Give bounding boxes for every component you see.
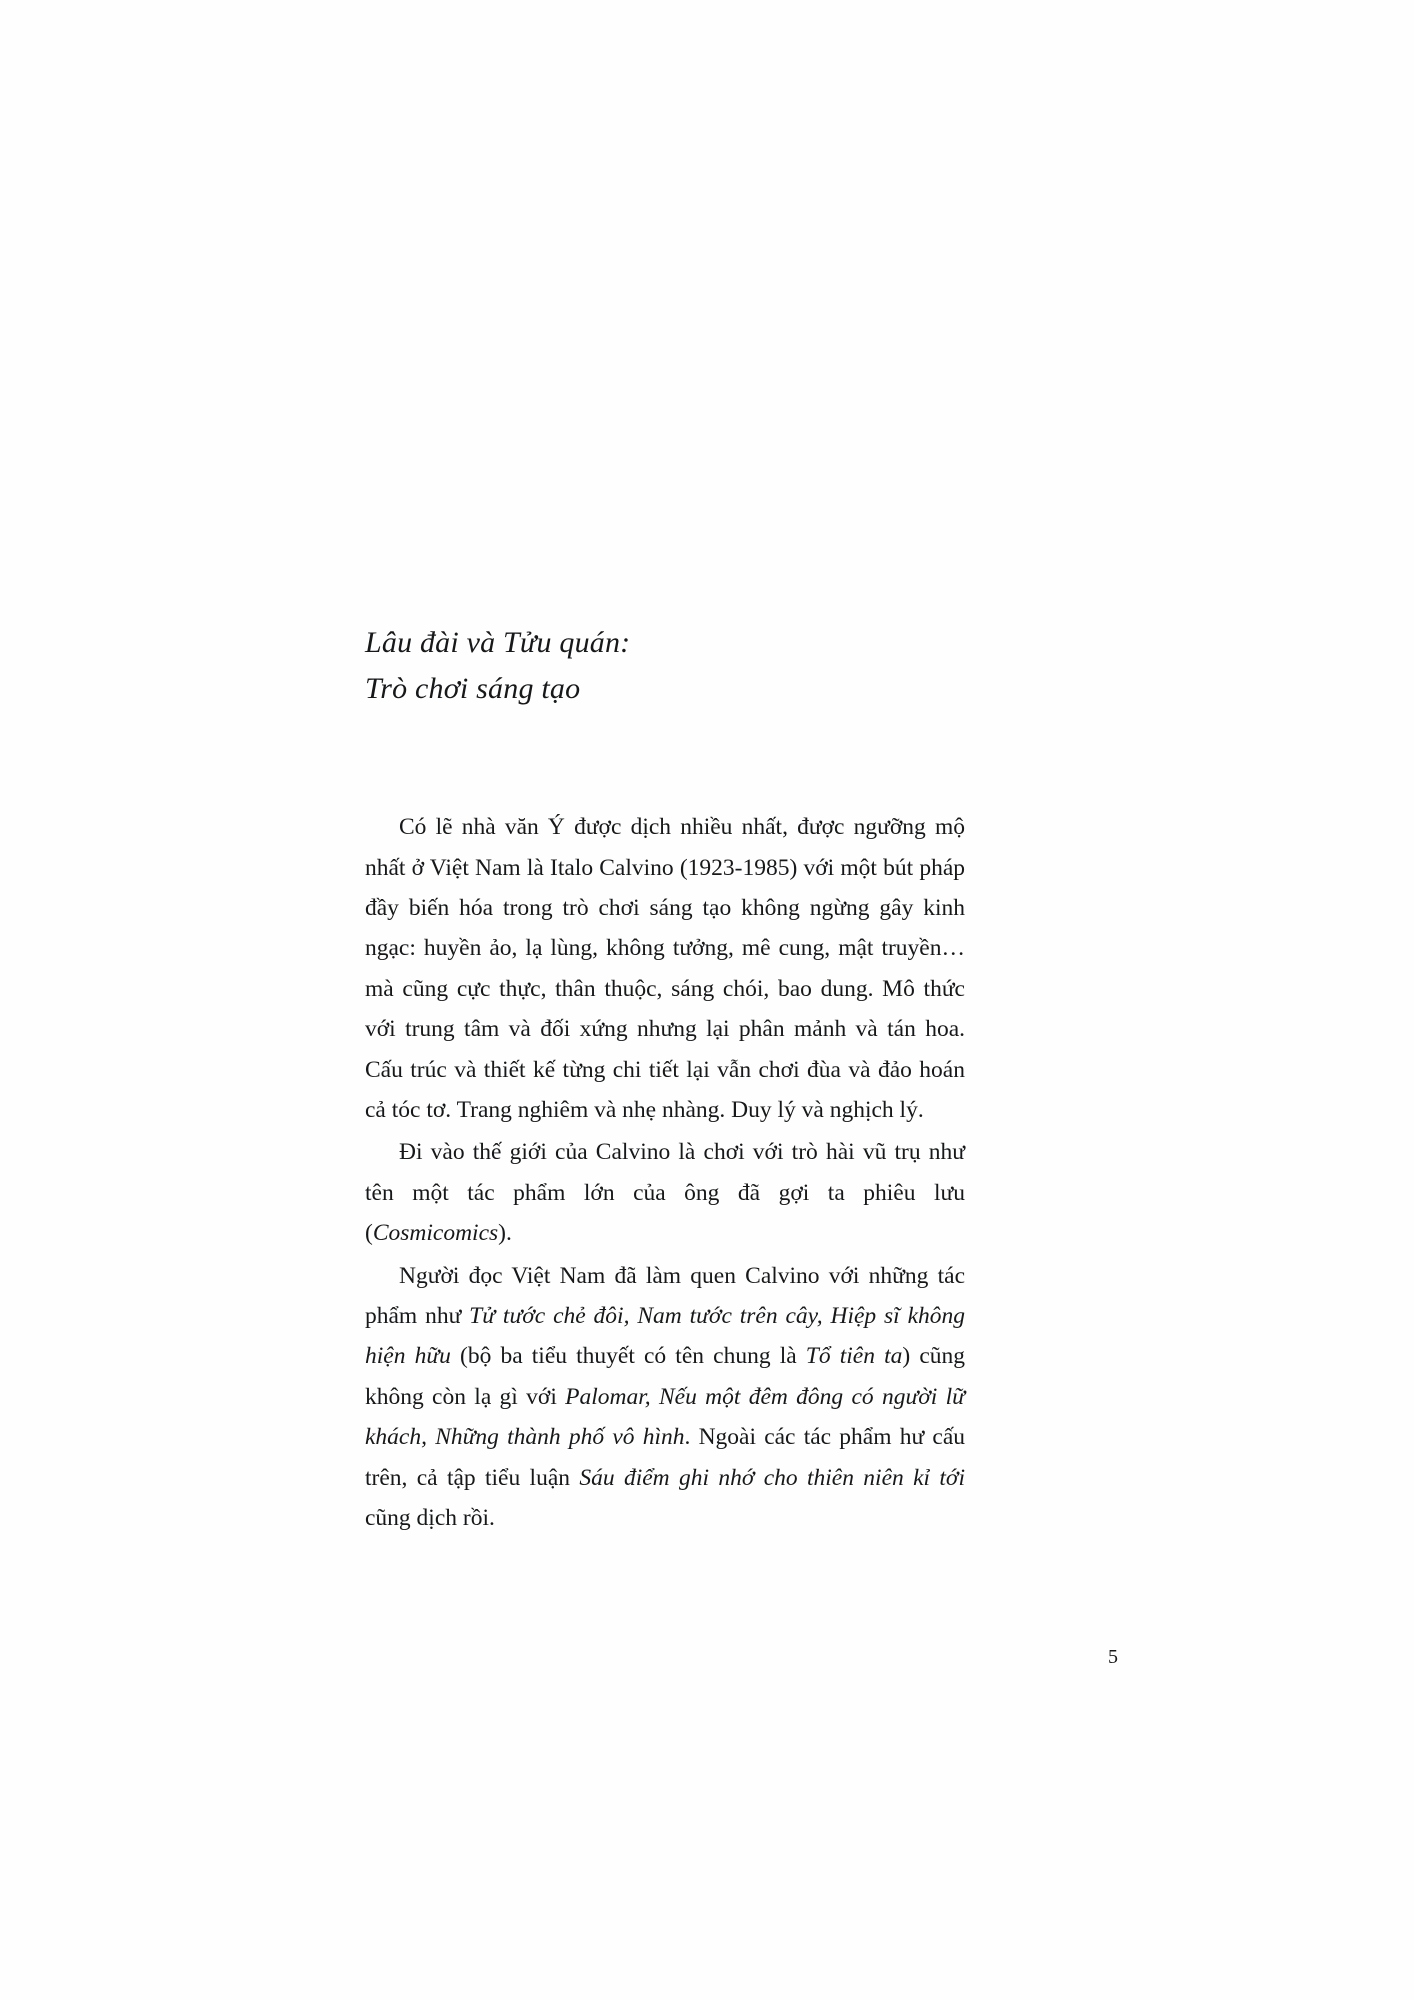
chapter-title-line-2: Trò chơi sáng tạo xyxy=(365,671,581,705)
chapter-title-line-1: Lâu đài và Tửu quán: xyxy=(365,626,631,659)
text-run: cũng dịch rồi. xyxy=(365,1505,495,1532)
paragraph-1 xyxy=(365,807,965,1130)
italic-run: Tổ tiên ta xyxy=(805,1343,903,1370)
paragraph-2 xyxy=(365,1132,965,1253)
text-run: . Ngoài các tác phẩm hư cấu trên, cả tập tiểu luận xyxy=(365,1424,965,1491)
italic-run: Palomar, Nếu một đêm đông có người lữ khách, Những thành phố vô hình xyxy=(365,1383,965,1451)
text-run: Có lẽ nhà văn Ý được dịch nhiều nhất, được ngưỡng mộ nhất ở Việt Nam là Italo Calvino (1923-1985) với một bút pháp đầy biến hóa trong trò chơi sáng tạo không ngừng gây kinh ngạc: huyền ảo, lạ lùng, không tưởng, mê cung, mật truyền… mà cũng cực thực, thân thuộc, sáng chói, bao dung. Mô thức với trung tâm và đối xứng nhưng lại phân mảnh và tán hoa. Cấu trúc và thiết kế từng chi tiết lại vẫn chơi đùa và đảo hoán cả tóc tơ. Trang nghiêm và nhẹ nhàng. Duy lý và nghịch lý. xyxy=(365,814,965,1124)
page-number: 5 xyxy=(1108,1646,1118,1668)
text-run: ). xyxy=(498,1220,512,1247)
italic-run: Sáu điểm ghi nhớ cho thiên niên kỉ tới xyxy=(579,1464,965,1491)
chapter-title xyxy=(365,620,965,711)
text-run: ) cũng không còn lạ gì với xyxy=(365,1343,966,1410)
text-run: Người đọc Việt Nam đã làm quen Calvino với những tác phẩm như xyxy=(365,1262,965,1330)
text-column xyxy=(365,620,965,1539)
paragraph-3 xyxy=(365,1256,965,1539)
text-run: (bộ ba tiểu thuyết có tên chung là xyxy=(450,1343,806,1370)
text-run: Đi vào thế giới của Calvino là chơi với trò hài vũ trụ như tên một tác phẩm lớn của ông đã gợi ta phiêu lưu ( xyxy=(365,1139,965,1247)
italic-run: Tử tước chẻ đôi, Nam tước trên cây, Hiệp sĩ không hiện hữu xyxy=(365,1303,966,1370)
italic-run: Cosmicomics xyxy=(372,1220,499,1247)
